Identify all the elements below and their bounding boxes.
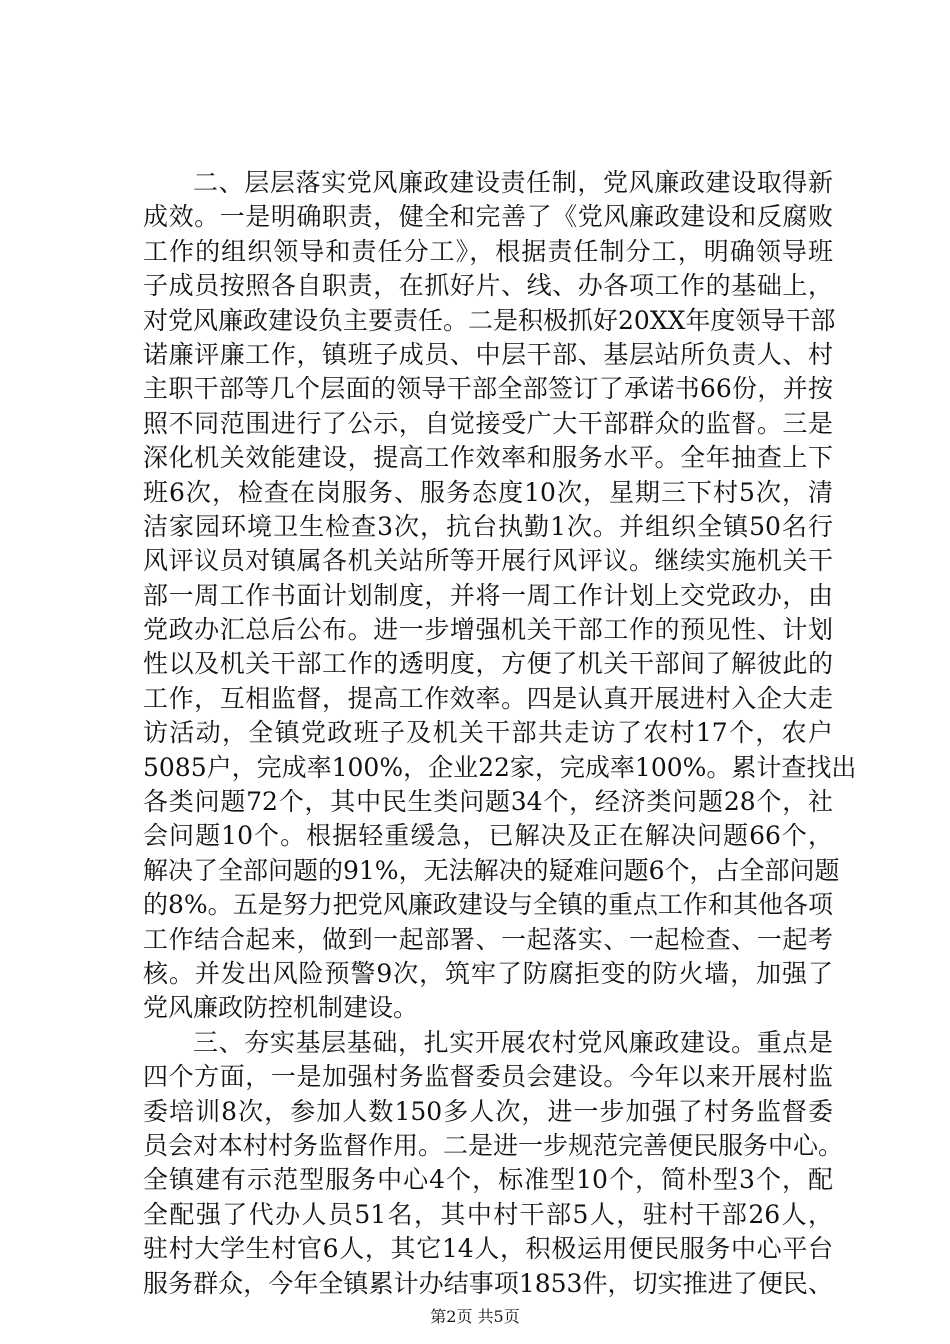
text-line: 解决了全部问题的91%，无法解决的疑难问题6个，占全部问题: [143, 855, 840, 885]
text-line: 5085户，完成率100%，企业22家，完成率100%。累计查找出: [143, 752, 857, 782]
text-line: 的8%。五是努力把党风廉政建设与全镇的重点工作和其他各项: [143, 890, 833, 920]
text-line: 主职干部等几个层面的领导干部全部签订了承诺书66份，并按: [143, 374, 833, 404]
text-line: 员会对本村村务监督作用。二是进一步规范完善便民服务中心。: [143, 1130, 844, 1160]
text-line: 党政办汇总后公布。进一步增强机关干部工作的预见性、计划: [143, 615, 833, 645]
text-line: 党风廉政防控机制建设。: [143, 993, 419, 1023]
text-line: 委培训8次，参加人数150多人次，进一步加强了村务监督委: [143, 1096, 833, 1126]
text-line: 成效。一是明确职责，健全和完善了《党风廉政建设和反腐败: [143, 202, 833, 232]
text-line: 四个方面，一是加强村务监督委员会建设。今年以来开展村监: [143, 1062, 833, 1092]
document-body: [143, 166, 857, 1301]
text-line: 服务群众，今年全镇累计办结事项1853件，切实推进了便民、: [143, 1268, 833, 1298]
text-line: 工作的组织领导和责任分工》，根据责任制分工，明确领导班: [143, 236, 833, 266]
text-line: 诺廉评廉工作，镇班子成员、中层干部、基层站所负责人、村: [143, 339, 833, 369]
text-line: 子成员按照各自职责，在抓好片、线、办各项工作的基础上，: [143, 271, 833, 301]
text-line: 部一周工作书面计划制度，并将一周工作计划上交党政办，由: [143, 580, 833, 610]
text-line: 工作结合起来，做到一起部署、一起落实、一起检查、一起考: [143, 924, 833, 954]
text-line: 核。并发出风险预警9次，筑牢了防腐拒变的防火墙，加强了: [143, 958, 833, 988]
text-line: 驻村大学生村官6人，其它14人，积极运用便民服务中心平台: [143, 1234, 833, 1264]
text-line: 性以及机关干部工作的透明度，方便了机关干部间了解彼此的: [143, 649, 833, 679]
text-line: 对党风廉政建设负主要责任。二是积极抓好20XX年度领导干部: [143, 305, 836, 335]
text-line: 洁家园环境卫生检查3次，抗台执勤1次。并组织全镇50名行: [143, 511, 833, 541]
text-line: 深化机关效能建设，提高工作效率和服务水平。全年抽查上下: [143, 443, 833, 473]
page-number: 第2页 共5页: [430, 1307, 520, 1326]
text-line: 风评议员对镇属各机关站所等开展行风评议。继续实施机关干: [143, 546, 833, 576]
text-line: 班6次，检查在岗服务、服务态度10次，星期三下村5次，清: [143, 477, 833, 507]
text-line: 访活动，全镇党政班子及机关干部共走访了农村17个，农户: [143, 718, 833, 748]
text-line: 二、层层落实党风廉政建设责任制，党风廉政建设取得新: [193, 168, 833, 197]
text-line: 会问题10个。根据轻重缓急，已解决及正在解决问题66个，: [143, 821, 833, 851]
text-line: 三、夯实基层基础，扎实开展农村党风廉政建设。重点是: [193, 1027, 833, 1057]
text-line: 全镇建有示范型服务中心4个，标准型10个，简朴型3个，配: [143, 1165, 833, 1195]
text-line: 全配强了代办人员51名，其中村干部5人，驻村干部26人，: [143, 1199, 833, 1229]
text-line: 照不同范围进行了公示，自觉接受广大干部群众的监督。三是: [143, 408, 833, 438]
text-line: 各类问题72个，其中民生类问题34个，经济类问题28个，社: [143, 787, 833, 817]
text-line: 工作，互相监督，提高工作效率。四是认真开展进村入企大走: [143, 683, 833, 713]
